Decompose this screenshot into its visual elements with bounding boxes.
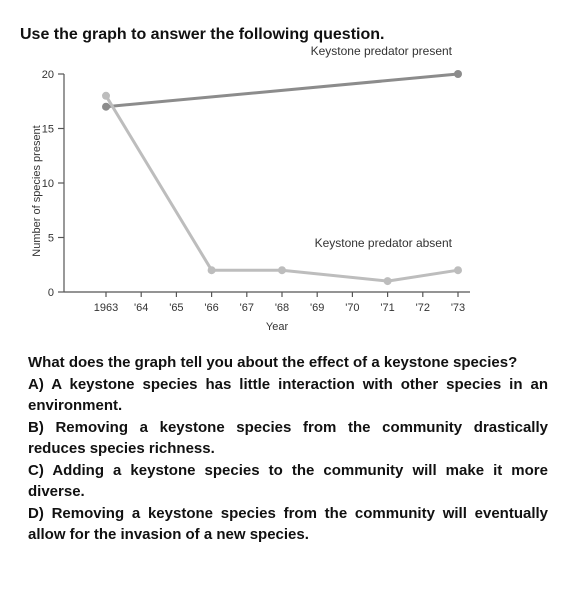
- x-tick-label: 1963: [93, 302, 119, 314]
- y-tick-label: 10: [41, 178, 54, 190]
- y-tick-label: 15: [41, 123, 54, 136]
- chart-axes: [58, 74, 470, 297]
- data-point: [208, 266, 216, 274]
- x-tick-label: '73: [450, 302, 466, 314]
- x-axis-title: Year: [265, 321, 289, 333]
- page-heading: Use the graph to answer the following question.: [20, 26, 385, 43]
- data-point: [278, 266, 286, 274]
- x-tick-label: '70: [345, 302, 360, 314]
- x-tick-label: '67: [239, 302, 254, 314]
- x-tick-label: '66: [204, 302, 219, 314]
- x-tick-label: '69: [310, 302, 325, 314]
- series-label: Keystone predator absent: [314, 236, 452, 250]
- answer-option-c[interactable]: C) Adding a keystone species to the community will make it more diverse.: [28, 461, 548, 500]
- chart-labels: [31, 44, 465, 333]
- data-point: [454, 266, 462, 274]
- y-axis-title: Number of species present: [31, 125, 43, 257]
- answer-option-a[interactable]: A) A keystone species has little interaction with other species in an environment.: [28, 375, 548, 414]
- series-line: [106, 96, 458, 281]
- answer-option-b[interactable]: B) Removing a keystone species from the community drastically reduces species richness.: [28, 418, 548, 457]
- data-point: [384, 277, 392, 285]
- y-tick-label: 0: [47, 287, 54, 299]
- answer-option-d[interactable]: D) Removing a keystone species from the community will eventually allow for the invasion of a new species.: [28, 504, 548, 543]
- series-line: [106, 74, 458, 107]
- question-block: [28, 352, 548, 546]
- x-tick-label: '65: [169, 302, 184, 314]
- x-tick-label: '71: [380, 302, 395, 314]
- question-prompt: What does the graph tell you about the effect of a keystone species?: [28, 354, 518, 371]
- x-tick-label: '72: [415, 302, 430, 314]
- y-tick-label: 20: [41, 69, 54, 81]
- x-tick-label: '68: [274, 302, 290, 314]
- data-point: [102, 103, 110, 111]
- y-tick-label: 5: [47, 232, 54, 245]
- data-point: [102, 92, 110, 100]
- x-tick-label: '64: [134, 302, 149, 314]
- chart-series: [102, 70, 462, 285]
- series-label: Keystone predator present: [310, 44, 452, 58]
- data-point: [454, 70, 462, 78]
